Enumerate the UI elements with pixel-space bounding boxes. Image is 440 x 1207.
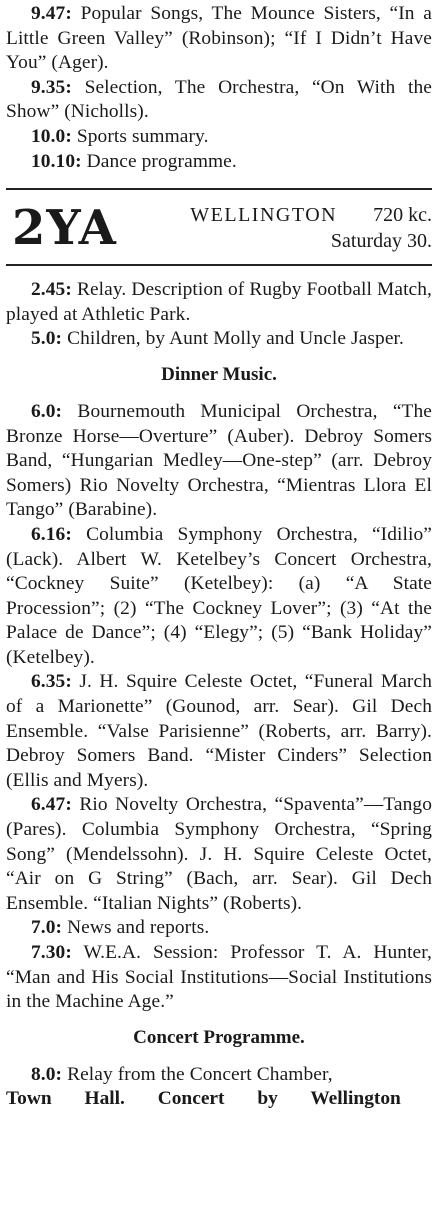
- list-item: 7.30: W.E.A. Session: Professor T. A. Hunter, “Man and His Social Institutions—Social Institutions in the Machine Age.”: [6, 942, 432, 1013]
- list-item: 6.35: J. H. Squire Celeste Octet, “Funeral March of a Marionette” (Gounod, arr. Sear). Gil Dech Ensemble. “Valse Parisienne” (Roberts, arr. Barry). Debroy Somers Band. “Mister Cinders” Selection (Ellis and Myers).: [6, 671, 432, 791]
- station-city: WELLINGTON: [190, 204, 338, 227]
- dinner-programme-list: [6, 400, 432, 1015]
- list-item: 6.16: Columbia Symphony Orchestra, “Idilio” (Lack). Albert W. Ketelbey’s Concert Orchestra, “Cockney Suite” (Ketelbey): (a) “A State Procession”; (2) “The Cockney Lover”; (3) “At the Palace de Dance”; (4) “Elegy”; (5) “Bank Holiday” (Ketelbey).: [6, 523, 432, 668]
- afternoon-programme-list: [6, 278, 432, 352]
- station-header: [6, 188, 432, 266]
- concert-programme-list: [6, 1063, 432, 1112]
- concert-programme-heading: Concert Programme.: [133, 1026, 305, 1048]
- list-item: 9.35: Selection, The Orchestra, “On With the Show” (Nicholls).: [6, 76, 432, 123]
- top-programme-list: [6, 0, 432, 174]
- list-item: 6.0: Bournemouth Municipal Orchestra, “The Bronze Horse—Overture” (Auber). Debroy Somers Band, “Hungarian Medley—One-step” (arr. Debroy Somers) Rio Novelty Orchestra, “Mientras Llora El Tango” (Barabine).: [6, 400, 432, 521]
- list-item: 5.0: Children, by Aunt Molly and Uncle Jasper.: [31, 328, 404, 350]
- station-frequency: 720 kc.: [373, 204, 432, 227]
- list-item: 8.0: Relay from the Concert Chamber,: [31, 1063, 333, 1085]
- station-day: Saturday 30.: [330, 230, 432, 253]
- cut-off-line: Town Hall. Concert by Wellington: [6, 1088, 401, 1110]
- list-item: 6.47: Rio Novelty Orchestra, “Spaventa”—Tango (Pares). Columbia Symphony Orchestra, “Spring Song” (Mendelssohn). J. H. Squire Celeste Octet, “Air on G String” (Bach, arr. Sear). Gil Dech Ensemble. “Italian Nights” (Roberts).: [6, 794, 432, 914]
- list-item: 2.45: Relay. Description of Rugby Football Match, played at Athletic Park.: [6, 279, 433, 325]
- list-item: 9.47: Popular Songs, The Mounce Sisters, “In a Little Green Valley” (Robinson); “If I Didn’t Have You” (Ager).: [6, 3, 433, 74]
- list-item: 7.0: News and reports.: [31, 917, 210, 939]
- list-item: 10.0: Sports summary.: [31, 125, 209, 147]
- station-call-sign: 2YA: [12, 200, 117, 257]
- dinner-music-heading: Dinner Music.: [161, 363, 277, 385]
- list-item: 10.10: Dance programme.: [31, 150, 237, 172]
- station-info: [190, 196, 432, 254]
